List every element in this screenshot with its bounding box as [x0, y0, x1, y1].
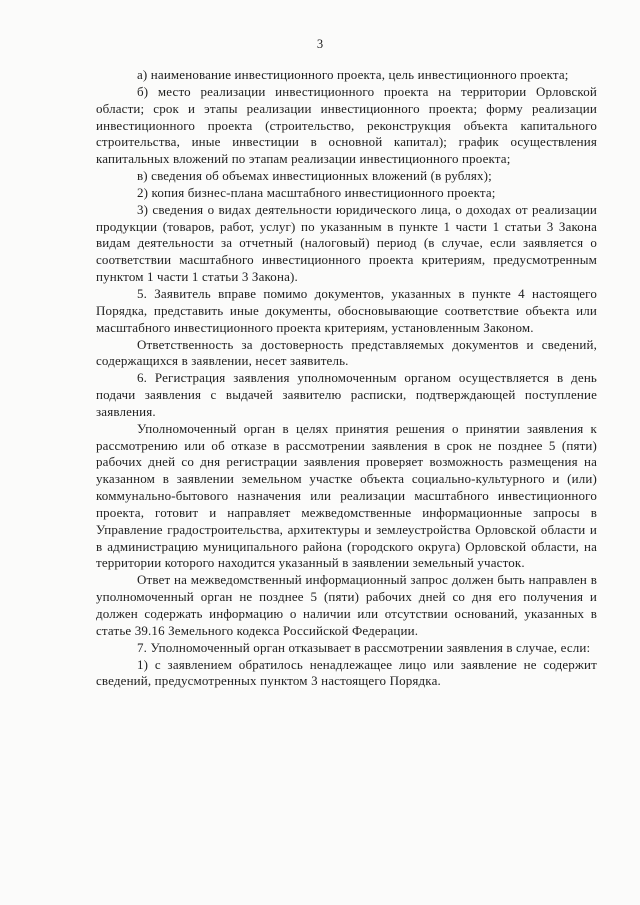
paragraph-investment-volume: в) сведения об объемах инвестиционных вложений (в рублях); — [137, 168, 492, 184]
paragraph-authority-check: Уполномоченный орган в целях принятия решения о принятии заявления к рассмотрению или об отказе в рассмотрении заявления в срок не позднее 5 (пяти) рабочих дней со дня регистрации заявления проверяет возможность размещения на указанном в заявлении земельном участке объекта социально-культурного и (или) коммунально-бытового назначения или реализации масштабного инвестиционного проекта, готовит и направляет межведомственные информационные запросы в Управление градостроительства, архитектуры и землеустройства Орловской области и в администрацию муниципального района (городского округа) Орловской области, на территории которого находится указанный в заявлении земельный участок. — [96, 420, 597, 571]
paragraph-responsibility: Ответственность за достоверность представляемых документов и сведений, содержащихся в заявлении, несет заявитель. — [96, 336, 597, 369]
document-body — [96, 67, 597, 690]
paragraph-refusal-ground-1: 1) с заявлением обратилось ненадлежащее лицо или заявление не содержит сведений, предусмотренных пунктом 3 настоящего Порядка. — [96, 656, 597, 689]
paragraph-item-7: 7. Уполномоченный орган отказывает в рассмотрении заявления в случае, если: — [137, 639, 591, 655]
paragraph-item-6: 6. Регистрация заявления уполномоченным органом осуществляется в день подачи заявления с выдачей заявителю расписки, подтверждающей поступление заявления. — [96, 370, 597, 419]
page-number: 3 — [316, 37, 324, 51]
paragraph-project-location: б) место реализации инвестиционного проекта на территории Орловской области; срок и этапы реализации инвестиционного проекта; форму реализации инвестиционного проекта (строительство, реконструкция объекта капитального строительства, иные инвестиции в основной капитал); график осуществления капитальных вложений по этапам реализации инвестиционного проекта; — [96, 83, 597, 167]
paragraph-item-5: 5. Заявитель вправе помимо документов, указанных в пункте 4 настоящего Порядка, представить иные документы, обосновывающие соответствие объекта или масштабного инвестиционного проекта критериям, установленным Законом. — [96, 285, 597, 335]
paragraph-investment-project-name: а) наименование инвестиционного проекта, цель инвестиционного проекта; — [137, 67, 569, 82]
paragraph-activity-info: 3) сведения о видах деятельности юридического лица, о доходах от реализации продукции (товаров, работ, услуг) по указанным в пункте 1 части 1 статьи 3 Закона видам деятельности за отчетный (налоговый) период (в случае, если заявляется о соответствии масштабного инвестиционного проекта критериям, предусмотренным пунктом 1 части 1 статьи 3 Закона). — [96, 201, 597, 285]
paragraph-interagency-reply: Ответ на межведомственный информационный запрос должен быть направлен в уполномоченный орган не позднее 5 (пяти) рабочих дней со дня его получения и должен содержать информацию о наличии или отсутствии оснований, указанных в статье 39.16 Земельного кодекса Российской Федерации. — [96, 572, 597, 638]
paragraph-business-plan: 2) копия бизнес-плана масштабного инвестиционного проекта; — [137, 184, 496, 200]
